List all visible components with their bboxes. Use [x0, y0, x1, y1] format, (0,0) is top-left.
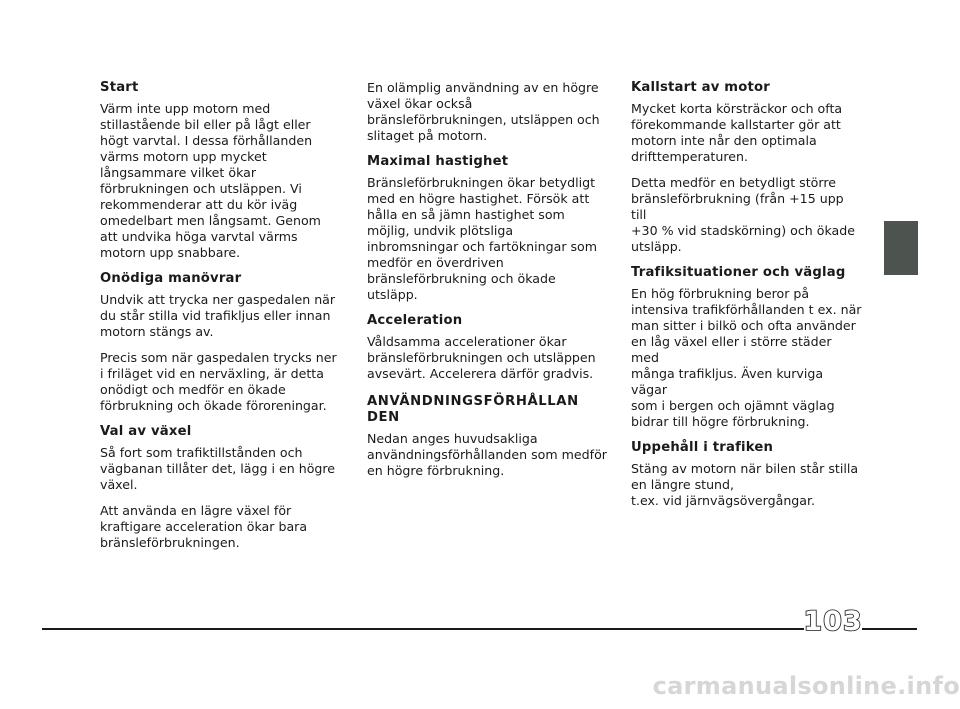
heading-onodiga-manovrar: Onödiga manövrar	[100, 271, 242, 286]
paragraph-uppehall: Stäng av motorn när bilen står stilla en längre stund, t.ex. vid järnvägsövergångar.	[631, 461, 859, 508]
paragraph-kallstart-2: Detta medför en betydligt större bränsleförbrukning (från +15 upp till +30 % vid stadskörning) och ökade utsläpp.	[631, 175, 855, 254]
paragraph-onodiga-2: Precis som när gaspedalen trycks ner i friläget vid en nerväxling, är detta onödigt och medför en ökade förbrukning och ökade föroreningar.	[100, 350, 337, 413]
paragraph-val-2: Att använda en lägre växel för kraftigare acceleration ökar bara bränsleförbrukningen.	[100, 503, 308, 550]
heading-trafiksituationer: Trafiksituationer och väglag	[631, 265, 846, 280]
paragraph-start: Värm inte upp motorn med stillastående bil eller på lågt eller högt varvtal. I dessa förhållanden värms motorn upp mycket långsammare vilket ökar förbrukningen och utsläppen. Vi rekommenderar att du kör iväg omedelbart men långsamt. Genom att undvika höga varvtal värms motorn upp snabbare.	[100, 101, 321, 260]
chapter-tab-marker	[884, 221, 918, 275]
footer-rule-right	[862, 628, 917, 630]
paragraph-maximal-hastighet: Bränsleförbrukningen ökar betydligt med en högre hastighet. Försök att hålla en så jämn hastighet som möjlig, undvik plötsliga inbromsningar och fartökningar som medför en överdriven bränsleförbrukning och ökade utsläpp.	[367, 175, 598, 302]
footer-rule-left	[42, 628, 804, 630]
column-right	[631, 80, 863, 519]
paragraph-anvandningsforhallanden: Nedan anges huvudsakliga användningsförhållanden som medför en högre förbrukning.	[367, 431, 607, 478]
paragraph-val-1: Så fort som trafiktillstånden och vägbanan tillåter det, lägg i en högre växel.	[100, 445, 336, 492]
heading-maximal-hastighet: Maximal hastighet	[367, 154, 509, 169]
paragraph-intro: En olämplig användning av en högre växel ökar också bränsleförbrukningen, utsläppen och slitaget på motorn.	[367, 80, 600, 143]
page-number: 103	[803, 606, 863, 637]
watermark: carmanualsonline.info	[652, 672, 960, 700]
heading-start: Start	[100, 80, 139, 95]
paragraph-onodiga-1: Undvik att trycka ner gaspedalen när du står stilla vid trafikljus eller innan motorn stängs av.	[100, 292, 336, 339]
heading-acceleration: Acceleration	[367, 313, 463, 328]
heading-uppehall: Uppehåll i trafiken	[631, 440, 774, 455]
paragraph-acceleration: Våldsamma accelerationer ökar bränsleförbrukningen och utsläppen avsevärt. Accelerera därför gradvis.	[367, 334, 596, 381]
heading-kallstart: Kallstart av motor	[631, 80, 770, 95]
heading-anvandningsforhallanden: ANVÄNDNINGSFÖRHÅLLAN DEN	[367, 394, 579, 425]
column-middle	[367, 80, 607, 489]
column-left	[100, 80, 340, 561]
paragraph-trafiksituationer: En hög förbrukning beror på intensiva trafikförhållanden t ex. när man sitter i bilkö och ofta använder en låg växel eller i större städer med många trafikljus. Även kurviga vägar som i bergen och ojämnt väglag bidrar till högre förbrukning.	[631, 286, 862, 429]
paragraph-kallstart-1: Mycket korta körsträckor och ofta förekommande kallstarter gör att motorn inte når den optimala drifttemperaturen.	[631, 101, 843, 164]
heading-val-av-vaxel: Val av växel	[100, 424, 192, 439]
